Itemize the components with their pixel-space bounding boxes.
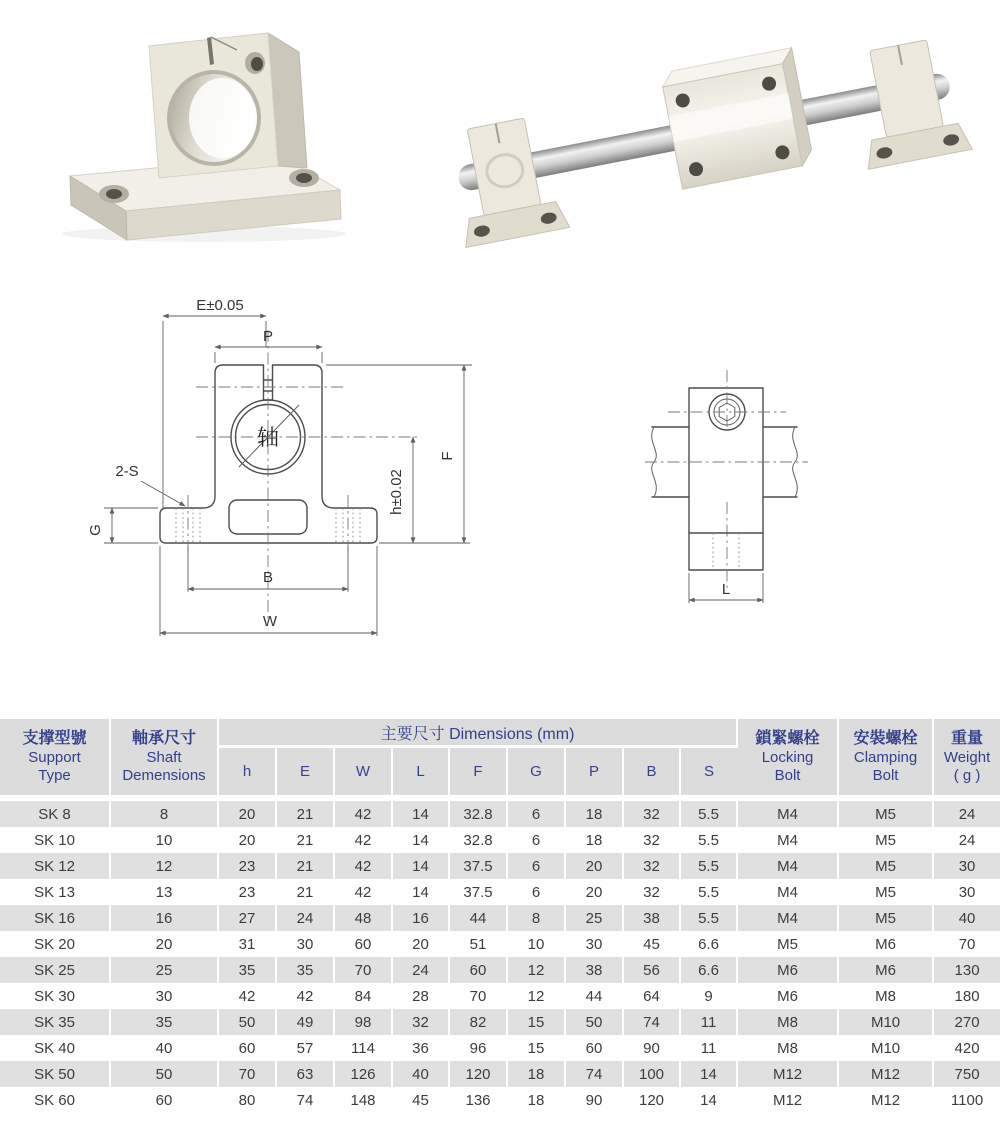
table-row: [0, 931, 1000, 957]
value-cell: M5: [838, 853, 933, 879]
value-cell: 60: [110, 1087, 218, 1113]
value-cell: 44: [449, 905, 507, 931]
support-type-cell: SK 20: [0, 931, 110, 957]
value-cell: 9: [680, 983, 737, 1009]
value-cell: 5.5: [680, 905, 737, 931]
header-dim-w: W: [334, 747, 392, 799]
value-cell: 32: [623, 853, 680, 879]
value-cell: 6.6: [680, 931, 737, 957]
dim-g-label: G: [87, 524, 104, 536]
table-row: [0, 1061, 1000, 1087]
value-cell: 136: [449, 1087, 507, 1113]
header-dim-h: h: [218, 747, 276, 799]
value-cell: 80: [218, 1087, 276, 1113]
spec-table: [0, 719, 1000, 1113]
value-cell: 20: [218, 827, 276, 853]
value-cell: 8: [110, 798, 218, 827]
value-cell: 30: [958, 883, 976, 901]
value-cell: 18: [507, 1087, 565, 1113]
table-row: [0, 1087, 1000, 1113]
value-cell: M4: [737, 853, 838, 879]
value-cell: 57: [276, 1035, 334, 1061]
header-clamping-bolt: 安裝螺栓 Clamping Bolt: [838, 719, 933, 798]
bracket-photo: [52, 6, 352, 246]
value-cell: 126: [334, 1061, 392, 1087]
header-dim-l: L: [392, 747, 449, 799]
value-cell: 31: [218, 931, 276, 957]
value-cell: M6: [838, 931, 933, 957]
table-row: [0, 983, 1000, 1009]
value-cell: 50: [218, 1009, 276, 1035]
header-dim-b: B: [623, 747, 680, 799]
value-cell: M5: [838, 798, 933, 827]
dim-p-label: P: [262, 328, 274, 345]
value-cell: 24: [276, 905, 334, 931]
value-cell: M6: [737, 983, 838, 1009]
value-cell: 30: [110, 983, 218, 1009]
value-cell: 12: [507, 957, 565, 983]
value-cell: 36: [392, 1035, 449, 1061]
value-cell: M10: [838, 1035, 933, 1061]
value-cell: 15: [507, 1009, 565, 1035]
value-cell: 32: [623, 827, 680, 853]
header-dim-p: P: [565, 747, 623, 799]
table-row: [0, 1009, 1000, 1035]
header-weight: 重量 Weight ( g ): [933, 719, 1000, 798]
value-cell: 32.8: [449, 827, 507, 853]
support-type-cell: SK 40: [0, 1035, 110, 1061]
value-cell: 42: [276, 983, 334, 1009]
dim-b-label: B: [262, 569, 274, 586]
value-cell: M12: [737, 1061, 838, 1087]
value-cell: 48: [334, 905, 392, 931]
value-cell: 51: [449, 931, 507, 957]
value-cell: 20: [110, 931, 218, 957]
header-locking-bolt: 鎖緊螺栓 Locking Bolt: [737, 719, 838, 798]
value-cell: 56: [623, 957, 680, 983]
value-cell: 5.5: [680, 827, 737, 853]
value-cell: 14: [680, 1087, 737, 1113]
side-view: [645, 370, 808, 603]
value-cell: M6: [737, 957, 838, 983]
technical-drawing: [0, 290, 1000, 662]
value-cell: 180: [954, 987, 980, 1005]
value-cell: 70: [958, 935, 976, 953]
value-cell: 49: [276, 1009, 334, 1035]
value-cell: 37.5: [449, 853, 507, 879]
value-cell: M12: [838, 1087, 933, 1113]
value-cell: 82: [449, 1009, 507, 1035]
value-cell: 12: [507, 983, 565, 1009]
assembly-photo: [420, 2, 998, 260]
value-cell: 37.5: [449, 879, 507, 905]
value-cell: 21: [276, 853, 334, 879]
value-cell: 24: [958, 831, 976, 849]
support-type-cell: SK 10: [0, 827, 110, 853]
table-row: [0, 905, 1000, 931]
support-type-cell: SK 13: [0, 879, 110, 905]
value-cell: 20: [565, 853, 623, 879]
value-cell: 50: [565, 1009, 623, 1035]
table-row: [0, 853, 1000, 879]
value-cell: 14: [392, 798, 449, 827]
value-cell: 32: [623, 798, 680, 827]
value-cell: 8: [507, 905, 565, 931]
value-cell: 25: [565, 905, 623, 931]
value-cell: 35: [276, 957, 334, 983]
value-cell: 27: [218, 905, 276, 931]
value-cell: 16: [392, 905, 449, 931]
value-cell: 42: [334, 853, 392, 879]
value-cell: M5: [838, 827, 933, 853]
value-cell: 14: [392, 827, 449, 853]
value-cell: 18: [507, 1061, 565, 1087]
table-row: [0, 798, 1000, 827]
value-cell: 1100: [950, 1091, 984, 1109]
value-cell: 70: [449, 983, 507, 1009]
value-cell: 18: [565, 827, 623, 853]
value-cell: 10: [110, 827, 218, 853]
value-cell: 42: [334, 798, 392, 827]
dim-f-label: F: [439, 451, 456, 461]
value-cell: 5.5: [680, 853, 737, 879]
support-type-cell: SK 16: [0, 905, 110, 931]
support-type-cell: SK 25: [0, 957, 110, 983]
value-cell: M5: [737, 931, 838, 957]
table-row: [0, 827, 1000, 853]
value-cell: 45: [392, 1087, 449, 1113]
support-type-cell: SK 60: [0, 1087, 110, 1113]
value-cell: 38: [623, 905, 680, 931]
value-cell: 70: [334, 957, 392, 983]
header-dim-e: E: [276, 747, 334, 799]
value-cell: 750: [954, 1065, 980, 1083]
value-cell: 38: [565, 957, 623, 983]
spec-table-body: [0, 798, 1000, 1113]
value-cell: 60: [449, 957, 507, 983]
header-shaft-dimensions: 軸承尺寸 Shaft Demensions: [110, 719, 218, 798]
value-cell: 32: [392, 1009, 449, 1035]
product-photos: [0, 0, 1000, 270]
table-row: [0, 957, 1000, 983]
table-row: [0, 879, 1000, 905]
value-cell: 20: [392, 931, 449, 957]
value-cell: 74: [623, 1009, 680, 1035]
value-cell: M8: [737, 1035, 838, 1061]
value-cell: 64: [623, 983, 680, 1009]
value-cell: 40: [110, 1035, 218, 1061]
value-cell: 20: [218, 798, 276, 827]
dim-e-label: E±0.05: [196, 297, 244, 314]
value-cell: 45: [623, 931, 680, 957]
table-row: [0, 1035, 1000, 1061]
value-cell: 16: [110, 905, 218, 931]
value-cell: 30: [276, 931, 334, 957]
value-cell: 15: [507, 1035, 565, 1061]
value-cell: 40: [392, 1061, 449, 1087]
dim-2s-label: 2-S: [115, 463, 139, 480]
value-cell: 5.5: [680, 879, 737, 905]
value-cell: M8: [838, 983, 933, 1009]
value-cell: M4: [737, 905, 838, 931]
value-cell: 35: [218, 957, 276, 983]
value-cell: 148: [334, 1087, 392, 1113]
value-cell: 5.5: [680, 798, 737, 827]
value-cell: 60: [565, 1035, 623, 1061]
value-cell: 18: [565, 798, 623, 827]
bore-shaft-label: 轴: [256, 425, 280, 450]
value-cell: 21: [276, 879, 334, 905]
value-cell: 14: [392, 853, 449, 879]
header-dim-f: F: [449, 747, 507, 799]
dim-h-label: h±0.02: [388, 469, 405, 515]
front-view: [87, 297, 472, 636]
value-cell: 114: [334, 1035, 392, 1061]
value-cell: 6: [507, 879, 565, 905]
value-cell: 6: [507, 853, 565, 879]
value-cell: 74: [276, 1087, 334, 1113]
value-cell: M12: [838, 1061, 933, 1087]
value-cell: 20: [565, 879, 623, 905]
value-cell: 21: [276, 827, 334, 853]
value-cell: 90: [623, 1035, 680, 1061]
value-cell: 42: [218, 983, 276, 1009]
value-cell: 13: [110, 879, 218, 905]
header-dim-g: G: [507, 747, 565, 799]
value-cell: 6.6: [680, 957, 737, 983]
value-cell: 84: [334, 983, 392, 1009]
value-cell: 90: [565, 1087, 623, 1113]
value-cell: M4: [737, 827, 838, 853]
value-cell: 32.8: [449, 798, 507, 827]
value-cell: 100: [623, 1061, 680, 1087]
value-cell: M5: [838, 879, 933, 905]
value-cell: 30: [958, 857, 976, 875]
value-cell: 44: [565, 983, 623, 1009]
value-cell: 42: [334, 879, 392, 905]
value-cell: M5: [838, 905, 933, 931]
dim-l-label: L: [721, 581, 731, 598]
dim-w-label: W: [262, 613, 278, 630]
value-cell: 63: [276, 1061, 334, 1087]
value-cell: 120: [449, 1061, 507, 1087]
value-cell: 23: [218, 879, 276, 905]
support-type-cell: SK 8: [0, 798, 110, 827]
value-cell: 12: [110, 853, 218, 879]
value-cell: 14: [392, 879, 449, 905]
value-cell: M4: [737, 798, 838, 827]
value-cell: 120: [623, 1087, 680, 1113]
support-type-cell: SK 35: [0, 1009, 110, 1035]
support-type-cell: SK 12: [0, 853, 110, 879]
value-cell: 60: [218, 1035, 276, 1061]
value-cell: 32: [623, 879, 680, 905]
value-cell: 10: [507, 931, 565, 957]
value-cell: M8: [737, 1009, 838, 1035]
value-cell: 270: [954, 1013, 980, 1031]
value-cell: 14: [680, 1061, 737, 1087]
value-cell: 25: [110, 957, 218, 983]
value-cell: M4: [737, 879, 838, 905]
header-dimensions-group: 主要尺寸 Dimensions (mm): [218, 719, 737, 747]
header-support-type: 支撑型號 Support Type: [0, 719, 110, 798]
linear-bearing-block: [660, 48, 814, 189]
support-type-cell: SK 50: [0, 1061, 110, 1087]
value-cell: 24: [958, 805, 976, 823]
value-cell: 420: [954, 1039, 980, 1057]
value-cell: 23: [218, 853, 276, 879]
value-cell: 70: [218, 1061, 276, 1087]
value-cell: 6: [507, 827, 565, 853]
value-cell: M10: [838, 1009, 933, 1035]
value-cell: 11: [680, 1035, 737, 1061]
value-cell: 98: [334, 1009, 392, 1035]
value-cell: 50: [110, 1061, 218, 1087]
header-dim-s: S: [680, 747, 737, 799]
value-cell: 96: [449, 1035, 507, 1061]
value-cell: 60: [334, 931, 392, 957]
value-cell: 130: [954, 961, 980, 979]
value-cell: M6: [838, 957, 933, 983]
value-cell: 21: [276, 798, 334, 827]
value-cell: 42: [334, 827, 392, 853]
value-cell: 74: [565, 1061, 623, 1087]
value-cell: 40: [958, 909, 976, 927]
support-type-cell: SK 30: [0, 983, 110, 1009]
value-cell: 30: [565, 931, 623, 957]
value-cell: M12: [737, 1087, 838, 1113]
spec-table-section: [0, 719, 1000, 1113]
value-cell: 6: [507, 798, 565, 827]
value-cell: 35: [110, 1009, 218, 1035]
value-cell: 24: [392, 957, 449, 983]
value-cell: 11: [680, 1009, 737, 1035]
value-cell: 28: [392, 983, 449, 1009]
